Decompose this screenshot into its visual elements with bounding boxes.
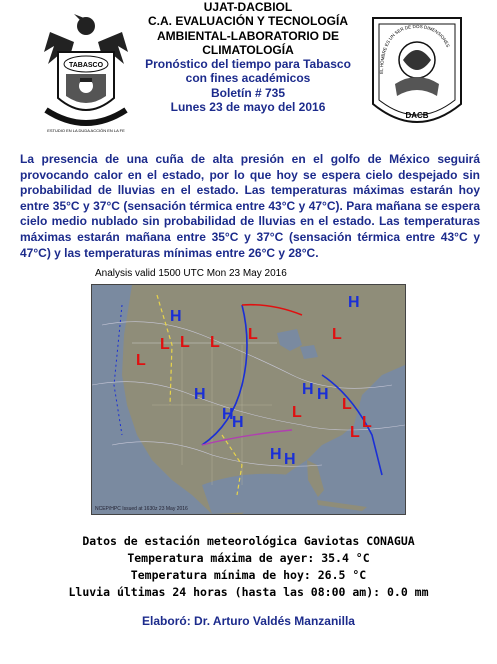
header-line-university: UJAT-DACBIOL xyxy=(203,0,293,14)
low-pressure-marker: L xyxy=(180,334,190,351)
station-tmax: Temperatura máxima de ayer: 35.4 °C xyxy=(127,551,370,565)
high-pressure-marker: H xyxy=(284,451,296,468)
bulletin-number: Boletín # 735 xyxy=(210,85,286,100)
bulletin-header xyxy=(130,0,366,114)
ujat-logo-text: TABASCO xyxy=(68,62,104,69)
high-pressure-marker: H xyxy=(170,308,182,325)
low-pressure-marker: L xyxy=(160,336,170,353)
low-pressure-marker: L xyxy=(332,326,342,343)
high-pressure-marker: H xyxy=(194,386,206,403)
station-tmin: Temperatura mínima de hoy: 26.5 °C xyxy=(130,568,367,582)
bulletin-date: Lunes 23 de mayo del 2016 xyxy=(170,100,326,115)
low-pressure-marker: L xyxy=(342,396,352,413)
dacb-logo xyxy=(367,14,467,142)
header-line-lab: AMBIENTAL-LABORATORIO DE xyxy=(157,28,339,43)
high-pressure-marker: H xyxy=(317,386,329,403)
header-line-forecast: Pronóstico del tiempo para Tabasco xyxy=(145,57,351,72)
author: Elaboró: Dr. Arturo Valdés Manzanilla xyxy=(142,614,355,628)
header-line-ca: C.A. EVALUACIÓN Y TECNOLOGÍA xyxy=(147,14,348,29)
forecast-summary: La presencia de una cuña de alta presión en el golfo de México seguirá provocando calor en el estado, por lo que hoy se espera cielo despejado sin probabilidad de lluvias en el estado. Las temperaturas máximas estarán hoy entre 35°C y 37°C (sensación térmica entre 43°C y 47°C). Para mañana se espera cielo medio nublado sin probabilidad de lluvias en el estado. Las temperaturas máximas estarán mañana entre 35°C y 37°C (sensación térmica entre 43°C y 47°C) y las temperaturas mínimas entre 26°C y 28°C. xyxy=(20,152,480,260)
station-title: Datos de estación meteorológica Gaviotas CONAGUA xyxy=(82,534,415,548)
svg-text:EL HOMBRE ES UN SER DE DOS DIM: EL HOMBRE ES UN SER DE DOS DIMENSIONES xyxy=(378,23,451,74)
low-pressure-marker: L xyxy=(362,414,372,431)
header-line-academic: con fines académicos xyxy=(185,71,311,86)
station-data xyxy=(0,533,497,601)
low-pressure-marker: L xyxy=(136,352,146,369)
map-credit: NCEP/HPC Issued at 1630z 23 May 2016 xyxy=(95,506,188,512)
low-pressure-marker: L xyxy=(292,404,302,421)
high-pressure-marker: H xyxy=(270,446,282,463)
svg-text:ESTUDIO EN LA DUDA ACCIÓN EN L: ESTUDIO EN LA DUDA ACCIÓN EN LA FE xyxy=(47,128,125,133)
low-pressure-marker: L xyxy=(210,334,220,351)
high-pressure-marker: H xyxy=(232,414,244,431)
high-pressure-marker: H xyxy=(348,294,360,311)
ujat-logo xyxy=(40,12,132,138)
header-line-climatology: CLIMATOLOGÍA xyxy=(202,42,294,57)
surface-analysis-map xyxy=(91,284,406,515)
dacb-logo-text: DACB xyxy=(405,111,429,120)
high-pressure-marker: H xyxy=(222,406,234,423)
high-pressure-marker: H xyxy=(302,381,314,398)
map-title: Analysis valid 1500 UTC Mon 23 May 2016 xyxy=(95,268,287,279)
station-rain: Lluvia últimas 24 horas (hasta las 08:00 am): 0.0 mm xyxy=(68,585,429,599)
low-pressure-marker: L xyxy=(350,424,360,441)
low-pressure-marker: L xyxy=(248,326,258,343)
